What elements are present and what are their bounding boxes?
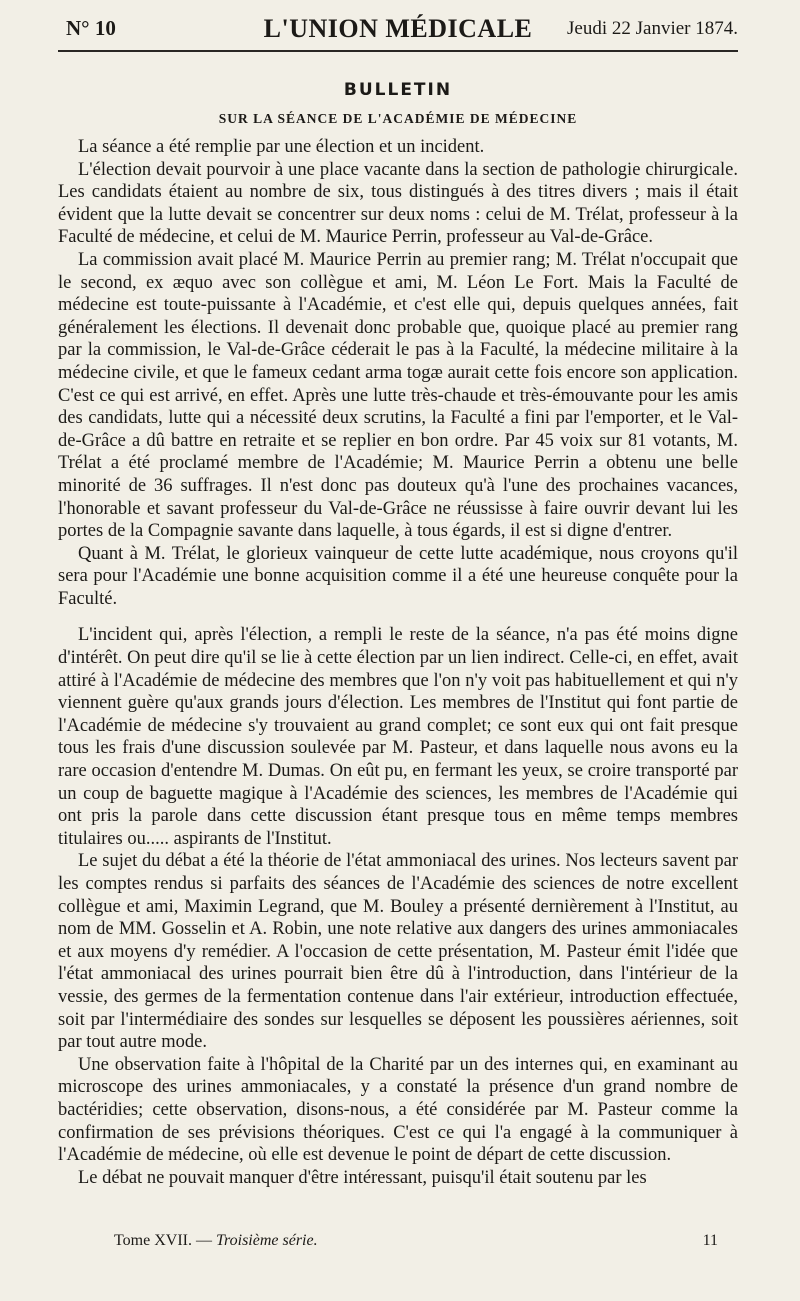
paragraph: La séance a été remplie par une élection et un incident. xyxy=(78,137,485,157)
running-head xyxy=(58,14,738,52)
issue-date: Jeudi 22 Janvier 1874. xyxy=(567,18,738,39)
paragraph: L'incident qui, après l'élection, a rempli le reste de la séance, n'a pas été moins digne d'intérêt. On peut dire qu'il se lie à cette élection par un lien indirect. Celle-ci, en effet, avait attiré à l'Académie de médecine des membres que l'on n'y voit pas habituellement et qui n'y viennent guère qu'aux grands jours d'élection. Les membres de l'Institut qui font partie de l'Académie de médecine s'y trouvaient au grand complet; ce sont eux qui ont fait presque tous les frais d'une discussion soulevée par M. Pasteur, et dans laquelle nous avons eu la rare occasion d'entendre M. Dumas. On eût pu, en fermant les yeux, se croire transporté par un coup de baguette magique à l'Académie des sciences, les membres de l'Académie qui ont pris la parole dans cette discussion étant presque tous en même temps membres titulaires ou..... aspirants de l'Institut. xyxy=(58,625,738,849)
paragraph: Le débat ne pouvait manquer d'être intéressant, puisqu'il était soutenu par les xyxy=(78,1167,647,1188)
bulletin-heading: BULLETIN xyxy=(343,80,453,100)
page-number: 11 xyxy=(702,1232,718,1249)
journal-title: L'UNION MÉDICALE xyxy=(263,14,533,43)
bulletin-subheading: SUR LA SÉANCE DE L'ACADÉMIE DE MÉDECINE xyxy=(218,111,578,126)
paragraph: Quant à M. Trélat, le glorieux vainqueur de cette lutte académique, nous croyons qu'il sera pour l'Académie une bonne acquisition comme il a été une heureuse conquête pour la Faculté. xyxy=(58,543,738,609)
paragraph: La commission avait placé M. Maurice Perrin au premier rang; M. Trélat n'occupait que le second, ex æquo avec son collègue et ami, M. Léon Le Fort. Mais la Faculté de médecine est toute-puissante à l'Académie, et c'est elle qui, depuis quelques années, fait généralement les élections. Il devenait donc probable que, quoique placé au premier rang par la commission, le Val-de-Grâce céderait le pas à la Faculté, la médecine militaire à la médecine civile, et que le fameux cedant arma togæ aurait cette fois encore son application. C'est ce qui est arrivé, en effet. Après une lutte très-chaude et très-émouvante pour les amis des candidats, lutte qui a nécessité deux scrutins, la Faculté a fini par l'emporter, et le Val-de-Grâce a dû battre en retraite et se replier en bon ordre. Par 45 voix sur 81 votants, M. Trélat a été proclamé membre de l'Académie; M. Maurice Perrin a obtenu une belle minorité de 36 suffrages. Il n'est donc pas douteux qu'à l'une des prochaines vacances, l'honorable et savant professeur du Val-de-Grâce ne réussisse à faire ouvrir devant lui les portes de la Compagnie savante dans laquelle, à tous égards, il est si digne d'entrer. xyxy=(58,249,738,542)
volume-label: Tome XVII. — xyxy=(114,1232,216,1249)
article-body xyxy=(58,136,738,1189)
series-label: Troisième série. xyxy=(215,1232,318,1249)
paragraph: L'élection devait pourvoir à une place vacante dans la section de pathologie chirurgicale. Les candidats étaient au nombre de six, tous distingués à des titres divers ; mais il était évident que la lutte devait se concentrer sur deux noms : celui de M. Trélat, professeur à la Faculté de médecine, et celui de M. Maurice Perrin, professeur au Val-de-Grâce. xyxy=(58,159,738,248)
volume-line xyxy=(114,1232,318,1250)
paragraph: Le sujet du débat a été la théorie de l'état ammoniacal des urines. Nos lecteurs savent par les comptes rendus si parfaits des séances de l'Académie des sciences de notre excellent collègue et ami, Maximin Legrand, que M. Bouley a présenté dernièrement à l'Institut, au nom de MM. Gosselin et A. Robin, une note relative aux dangers des urines ammoniacales et aux moyens d'y remédier. A l'occasion de cette présentation, M. Pasteur émit l'idée que l'état ammoniacal des urines pourrait bien être dû à l'introduction, dans l'intérieur de la vessie, des germes de la fermentation contenue dans l'air extérieur, introduction effectuée, soit par l'intermédiaire des sondes sur lesquelles se déposent les poussières aériennes, soit par tout autre mode. xyxy=(58,851,738,1053)
paragraph: Une observation faite à l'hôpital de la Charité par un des internes qui, en examinant au microscope des urines ammoniacales, y a constaté la présence d'un grand nombre de bactéridies; cette observation, disons-nous, a été considérée par M. Pasteur comme la confirmation de ses prévisions théoriques. C'est ce qui l'a engagé à la communiquer à l'Académie de médecine, où elle est devenue le point de départ de cette discussion. xyxy=(58,1054,738,1166)
issue-number: N° 10 xyxy=(66,16,116,40)
